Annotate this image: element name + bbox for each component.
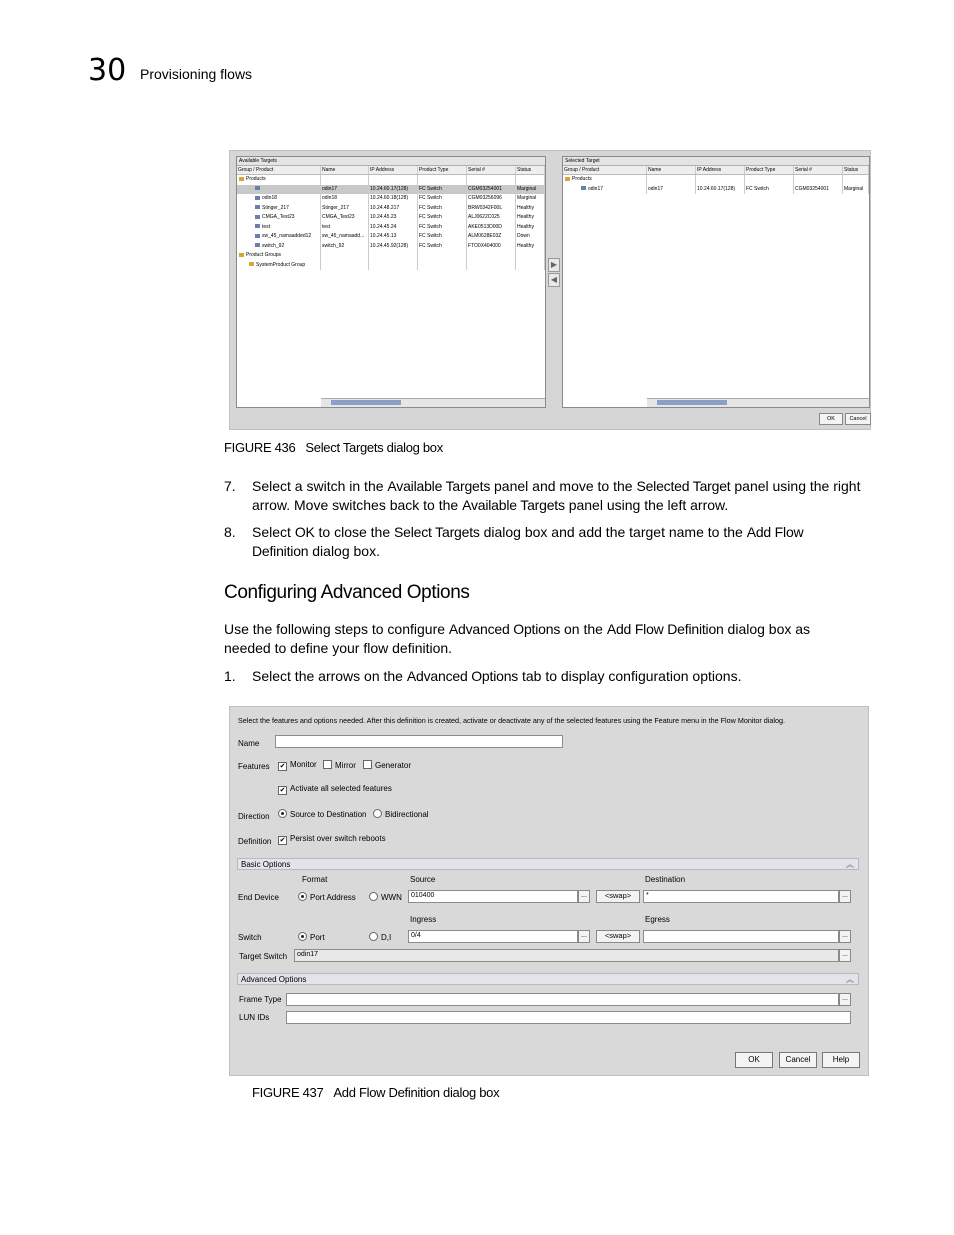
destination-input[interactable]: * [643, 890, 839, 903]
step-1-number: 1. [224, 668, 236, 684]
scroll-thumb[interactable] [657, 400, 727, 405]
features-label: Features [238, 762, 270, 771]
table-cell-ip: 10.24.45.23 [369, 213, 418, 223]
table-cell-type: FC Switch [418, 204, 467, 214]
table-row[interactable] [237, 251, 545, 261]
table-row[interactable] [237, 185, 545, 195]
table-cell-group: odin17 [563, 185, 647, 195]
name-input[interactable] [275, 735, 563, 748]
help-button[interactable]: Help [822, 1052, 860, 1068]
step-1-text: Select the arrows on the Advanced Options tab to display configuration options. [252, 668, 742, 684]
egress-input[interactable] [643, 930, 839, 943]
table-cell-type: FC Switch [418, 194, 467, 204]
checkbox-icon[interactable] [363, 760, 372, 769]
table-cell-status [516, 251, 545, 261]
col-serial: Serial # [467, 166, 516, 174]
port-radio[interactable]: Port [298, 932, 325, 942]
col-ip: IP Address [696, 166, 745, 174]
format-label: Format [302, 875, 328, 884]
table-cell-serial: CGM03256096 [467, 194, 516, 204]
table-cell-serial: FTO0X404000 [467, 242, 516, 252]
scroll-thumb[interactable] [331, 400, 401, 405]
table-row[interactable] [563, 175, 869, 185]
collapse-icon[interactable]: ︽ [846, 975, 854, 984]
wwn-radio[interactable]: WWN [369, 892, 402, 902]
table-cell-serial [467, 175, 516, 185]
chapter-number: 30 [88, 53, 127, 88]
table-row[interactable] [237, 232, 545, 242]
col-status: Status [516, 166, 545, 174]
table-cell-name [647, 175, 696, 185]
table-row[interactable] [237, 261, 545, 271]
table-cell-status: Healthy [516, 213, 545, 223]
table-cell-type: FC Switch [418, 213, 467, 223]
port-address-radio[interactable]: Port Address [298, 892, 356, 902]
folder-icon [249, 262, 254, 266]
table-cell-group: odin18 [237, 194, 321, 204]
table-cell-status: Marginal [516, 185, 545, 195]
table-cell-ip [369, 175, 418, 185]
move-left-arrow-icon[interactable]: ◀ [548, 273, 560, 287]
table-cell-type: FC Switch [418, 223, 467, 233]
frame-type-browse-button[interactable]: ... [839, 993, 851, 1006]
table-cell-group: sw_45_namaadded12 [237, 232, 321, 242]
table-cell-serial: ALJ0622C025 [467, 213, 516, 223]
switch-icon [255, 205, 260, 209]
table-cell-ip [696, 175, 745, 185]
selected-target-panel [562, 156, 870, 408]
swap-button[interactable]: <swap> [596, 930, 640, 943]
table-cell-ip: 10.24.60.18(128) [369, 194, 418, 204]
source-to-destination-radio[interactable]: Source to Destination [278, 809, 367, 819]
step-8-number: 8. [224, 524, 236, 540]
table-cell-serial: AKE0513D00D [467, 223, 516, 233]
selected-target-rows [563, 175, 869, 194]
table-cell-ip [369, 261, 418, 271]
table-cell-ip [369, 251, 418, 261]
add-flow-definition-figure [229, 706, 869, 1076]
ok-button[interactable]: OK [819, 413, 843, 425]
collapse-icon[interactable]: ︽ [846, 860, 854, 869]
end-device-label: End Device [238, 893, 279, 902]
table-cell-status: Down [516, 232, 545, 242]
table-cell-serial [794, 175, 843, 185]
table-cell-serial: CGM03254001 [794, 185, 843, 195]
name-label: Name [238, 739, 260, 748]
radio-selected-icon[interactable] [298, 892, 307, 901]
table-cell-status: Healthy [516, 223, 545, 233]
switch-icon [255, 186, 260, 190]
source-label: Source [410, 875, 436, 884]
radio-selected-icon[interactable] [278, 809, 287, 818]
move-right-arrow-icon[interactable]: ▶ [548, 258, 560, 272]
table-cell-group: Product Groups [237, 251, 321, 261]
table-cell-name: switch_92 [321, 242, 369, 252]
folder-icon [565, 177, 570, 181]
radio-selected-icon[interactable] [298, 932, 307, 941]
available-targets-title: Available Targets [237, 157, 545, 166]
switch-icon [255, 243, 260, 247]
table-cell-ip: 10.24.60.17(128) [696, 185, 745, 195]
checkbox-checked-icon[interactable]: ✔ [279, 837, 286, 844]
table-cell-status: Healthy [516, 204, 545, 214]
ingress-label: Ingress [410, 915, 437, 924]
table-cell-name: odin17 [647, 185, 696, 195]
table-cell-status [516, 261, 545, 271]
switch-icon [255, 215, 260, 219]
step-8-text: Select OK to close the Select Targets dialog box and add the target name to the Add Flow Definition dialog box. [252, 524, 804, 559]
direction-label: Direction [238, 812, 270, 821]
table-cell-ip: 10.24.48.217 [369, 204, 418, 214]
table-cell-serial [467, 251, 516, 261]
lun-ids-input[interactable] [286, 1011, 851, 1024]
table-cell-type [418, 261, 467, 271]
table-cell-ip: 10.24.45.92(128) [369, 242, 418, 252]
table-cell-ip: 10.24.45.13 [369, 232, 418, 242]
persist-checkbox[interactable]: ✔ Persist over switch reboots [279, 834, 386, 844]
available-targets-panel [236, 156, 546, 408]
di-radio[interactable]: D,I [369, 932, 391, 942]
ingress-input[interactable]: 0/4 [408, 930, 578, 943]
table-cell-name: odin18 [321, 194, 369, 204]
table-cell-status: Healthy [516, 242, 545, 252]
table-row[interactable] [237, 194, 545, 204]
available-targets-rows [237, 175, 545, 270]
col-type: Product Type [745, 166, 794, 174]
basic-options-bar[interactable]: Basic Options ︽ [237, 858, 859, 870]
table-cell-name: odin17 [321, 185, 369, 195]
table-row[interactable] [237, 175, 545, 185]
source-input[interactable]: 010400 [408, 890, 578, 903]
destination-browse-button[interactable]: ... [839, 890, 851, 903]
egress-label: Egress [645, 915, 670, 924]
table-cell-type [745, 175, 794, 185]
table-cell-name: Stinger_217 [321, 204, 369, 214]
table-cell-type: FC Switch [418, 232, 467, 242]
col-status: Status [843, 166, 869, 174]
table-row[interactable] [237, 213, 545, 223]
table-cell-name [321, 261, 369, 271]
table-cell-group: switch_92 [237, 242, 321, 252]
table-cell-type: FC Switch [745, 185, 794, 195]
table-row[interactable] [563, 185, 869, 195]
mirror-checkbox[interactable]: Mirror [323, 760, 356, 770]
cancel-button[interactable]: Cancel [845, 413, 871, 425]
radio-icon[interactable] [373, 809, 382, 818]
table-cell-status [843, 175, 869, 185]
swap-button[interactable]: <swap> [596, 890, 640, 903]
table-cell-type [418, 251, 467, 261]
folder-icon [239, 253, 244, 257]
bidirectional-radio[interactable]: Bidirectional [373, 809, 429, 819]
table-cell-type: FC Switch [418, 185, 467, 195]
egress-browse-button[interactable]: ... [839, 930, 851, 943]
switch-icon [255, 224, 260, 228]
source-browse-button[interactable]: ... [578, 890, 590, 903]
table-cell-type [418, 175, 467, 185]
table-cell-status [516, 175, 545, 185]
selected-hscrollbar[interactable] [647, 398, 869, 407]
section-intro: Use the following steps to configure Advanced Options on the Add Flow Definition dialog box as needed to define your flow definition. [224, 621, 811, 656]
table-cell-group: Stinger_217 [237, 204, 321, 214]
ok-button[interactable]: OK [735, 1052, 773, 1068]
instructions-text: Select the features and options needed. After this definition is created, activate or deactivate any of the selected features using the Feature menu in the Flow Monitor dialog. [238, 716, 785, 725]
ingress-browse-button[interactable]: ... [578, 930, 590, 943]
selected-target-title: Selected Target [563, 157, 869, 166]
switch-label: Switch [238, 933, 262, 942]
destination-label: Destination [645, 875, 686, 884]
cancel-button[interactable]: Cancel [779, 1052, 817, 1068]
advanced-options-bar[interactable]: Advanced Options ︽ [237, 973, 859, 985]
table-cell-group: Products [563, 175, 647, 185]
frame-type-input[interactable] [286, 993, 839, 1006]
radio-icon[interactable] [369, 932, 378, 941]
target-switch-label: Target Switch [239, 952, 288, 961]
figure-436-caption: FIGURE 436 Select Targets dialog box [224, 440, 443, 455]
table-cell-group [237, 185, 321, 195]
lun-ids-label: LUN IDs [239, 1013, 270, 1022]
select-targets-figure [229, 150, 871, 430]
checkbox-checked-icon[interactable]: ✔ [279, 787, 286, 794]
col-serial: Serial # [794, 166, 843, 174]
col-ip: IP Address [369, 166, 418, 174]
table-cell-name: test [321, 223, 369, 233]
folder-icon [239, 177, 244, 181]
table-cell-group: CMGA_Test23 [237, 213, 321, 223]
radio-icon[interactable] [369, 892, 378, 901]
table-cell-name: sw_45_namaadd... [321, 232, 369, 242]
figure-437-caption: FIGURE 437 Add Flow Definition dialog box [252, 1085, 500, 1100]
chapter-title: Provisioning flows [140, 66, 253, 82]
available-hscrollbar[interactable] [321, 398, 545, 407]
table-cell-group: test [237, 223, 321, 233]
frame-type-label: Frame Type [239, 995, 282, 1004]
step-7-number: 7. [224, 478, 236, 494]
table-cell-name [321, 175, 369, 185]
table-cell-type: FC Switch [418, 242, 467, 252]
table-cell-group: Products [237, 175, 321, 185]
col-name: Name [647, 166, 696, 174]
table-row[interactable] [237, 223, 545, 233]
selected-target-header [563, 166, 869, 175]
target-switch-browse-button[interactable]: ... [839, 949, 851, 962]
table-cell-serial: ALM0628E03Z [467, 232, 516, 242]
table-cell-name: CMGA_Test23 [321, 213, 369, 223]
checkbox-icon[interactable] [323, 760, 332, 769]
table-cell-ip: 10.24.60.17(128) [369, 185, 418, 195]
activate-all-checkbox[interactable]: ✔ Activate all selected features [279, 784, 392, 794]
col-group: Group / Product [237, 166, 321, 174]
switch-icon [255, 196, 260, 200]
step-7-text: Select a switch in the Available Targets panel and move to the Selected Target panel using the right arrow. Move switches back to the Available Targets panel using the left arrow. [252, 478, 861, 513]
switch-icon [255, 234, 260, 238]
checkbox-checked-icon[interactable]: ✔ [279, 763, 286, 770]
table-cell-serial: CGM03254001 [467, 185, 516, 195]
target-switch-input: odin17 [294, 949, 839, 962]
monitor-checkbox[interactable]: ✔ Monitor [279, 760, 317, 770]
switch-icon [581, 186, 586, 190]
col-type: Product Type [418, 166, 467, 174]
table-cell-name [321, 251, 369, 261]
table-cell-ip: 10.24.45.24 [369, 223, 418, 233]
table-cell-group: SystemProduct Group [237, 261, 321, 271]
generator-checkbox[interactable]: Generator [363, 760, 411, 770]
table-cell-serial [467, 261, 516, 271]
col-name: Name [321, 166, 369, 174]
col-group: Group / Product [563, 166, 647, 174]
available-targets-header [237, 166, 545, 175]
table-cell-serial: BRW0342F00L [467, 204, 516, 214]
table-row[interactable] [237, 242, 545, 252]
table-cell-status: Marginal [843, 185, 869, 195]
section-heading: Configuring Advanced Options [224, 582, 470, 603]
definition-label: Definition [238, 837, 272, 846]
table-row[interactable] [237, 204, 545, 214]
table-cell-status: Marginal [516, 194, 545, 204]
